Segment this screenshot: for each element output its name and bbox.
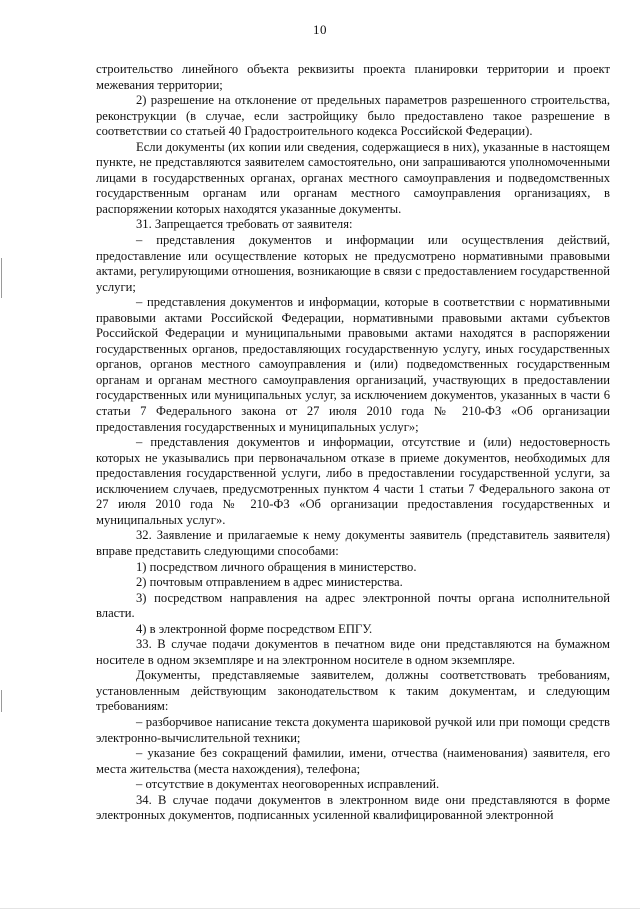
list-item: 3) посредством направления на адрес электронной почты органа исполнительной власти. [96,590,610,621]
list-item: 2) почтовым отправлением в адрес министерства. [136,575,403,590]
scan-artifact [1,258,2,298]
section-heading-32: 32. Заявление и прилагаемые к нему документы заявитель (представитель заявителя) вправе представить следующими способами: [96,528,610,558]
section-heading-34: 34. В случае подачи документов в электронном виде они представляются в форме электронных документов, подписанных усиленной квалифицированной электронной [96,792,610,823]
paragraph: 2) разрешение на отклонение от предельных параметров разрешенного строительства, реконструкции (в случае, если застройщику было предоставлено такое разрешение в соответствии со статьей 40 Градостроительного кодекса Российской Федерации). [96,93,610,139]
scan-artifact [1,690,2,712]
page-number: 10 [313,22,327,37]
paragraph: строительство линейного объекта реквизиты проекта планировки территории и проект межевания территории; [96,62,610,92]
paragraph: Документы, представляемые заявителем, должны соответствовать требованиям, установленным действующим законодательством к таким документам, и следующим требованиям: [96,668,610,714]
list-item: – отсутствие в документах неоговоренных исправлений. [136,777,440,792]
section-heading-33: 33. В случае подачи документов в печатном виде они представляются на бумажном носителе в одном экземпляре и на электронном носителе в одном экземпляре. [96,637,610,667]
paragraph: Если документы (их копии или сведения, содержащиеся в них), указанные в настоящем пункте, не представляются заявителем самостоятельно, они запрашиваются уполномоченными лицами в государственных органах, органах местного самоуправления и подведомственных государственным органам или органам местного самоуправления организациях, в распоряжении которых находятся указанные документы. [96,139,610,216]
list-item: – представления документов и информации, которые в соответствии с нормативными правовыми актами Российской Федерации, нормативными правовыми актами субъектов Российской Федерации и муниципальными правовыми актами находятся в распоряжении государственных органов, предоставляющих государственную услугу, иных государственных органов, органов местного самоуправления и (или) подведомственных государственным органам и органам местного самоуправления организаций, участвующих в предоставлении государственных или муниципальных услуг, за исключением документов, указанных в части 6 статьи 7 Федерального закона от 27 июля 2010 года № 210-ФЗ «Об организации предоставления государственных и муниципальных услуг»; [96,295,610,434]
list-item: 4) в электронной форме посредством ЕПГУ. [136,621,373,636]
list-item: 1) посредством личного обращения в министерство. [136,559,417,574]
list-item: – разборчивое написание текста документа шариковой ручкой или при помощи средств электронно-вычислительной техники; [96,714,610,745]
document-body [96,62,610,824]
scan-edge [0,908,640,909]
list-item: – представления документов и информации или осуществления действий, предоставление или осуществление которых не предусмотрено нормативными правовыми актами, регулирующими отношения, возникающие в связи с предоставлением государственной услуги; [96,233,610,294]
list-item: – представления документов и информации, отсутствие и (или) недостоверность которых не указывались при первоначальном отказе в приеме документов, необходимых для предоставления государственной услуги, либо в предоставлении государственной услуги, за исключением случаев, предусмотренных пунктом 4 части 1 статьи 7 Федерального закона от 27 июля 2010 года № 210-ФЗ «Об организации предоставления государственных и муниципальных услуг». [96,435,610,527]
section-heading-31: 31. Запрещается требовать от заявителя: [136,217,353,232]
list-item: – указание без сокращений фамилии, имени, отчества (наименования) заявителя, его места жительства (места нахождения), телефона; [96,746,610,776]
